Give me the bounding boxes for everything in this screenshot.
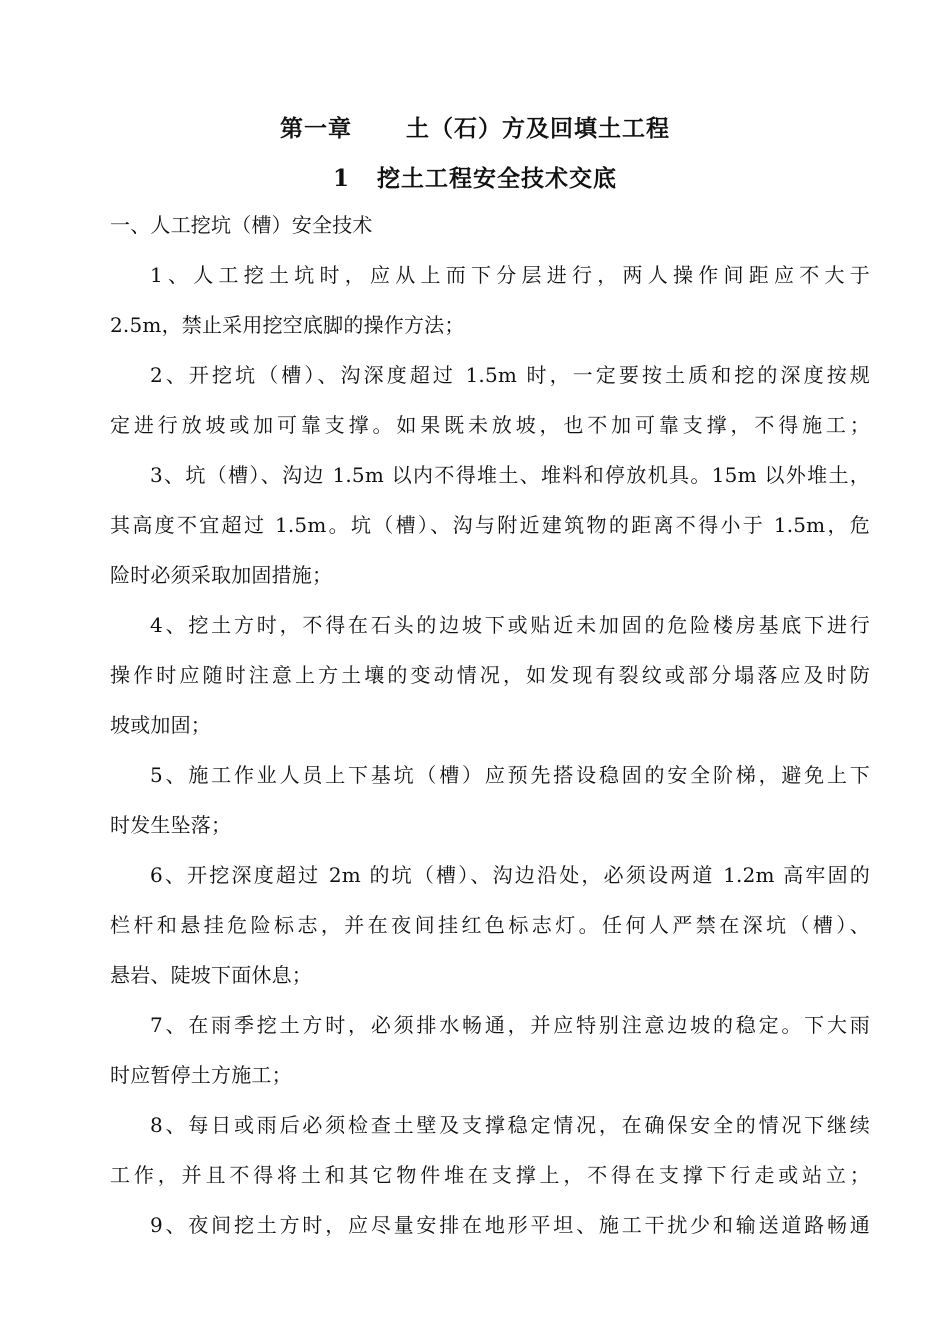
paragraph-line: 工作，并且不得将土和其它物件堆在支撑上，不得在支撑下行走或站立； [110, 1163, 870, 1187]
paragraph-line: 1、人工挖土坑时，应从上而下分层进行，两人操作间距应不大于 [150, 263, 870, 287]
chapter-title: 第一章 土（石）方及回填土工程 [279, 115, 671, 142]
paragraph-line: 2.5m，禁止采用挖空底脚的操作方法； [110, 313, 465, 337]
paragraph-line: 险时必须采取加固措施； [110, 563, 333, 587]
paragraph-line: 时应暂停土方施工； [110, 1063, 292, 1087]
paragraph-line: 定进行放坡或加可靠支撑。如果既未放坡，也不加可靠支撑，不得施工； [110, 413, 870, 437]
paragraph-line: 时发生坠落； [110, 813, 232, 837]
section-title: 1 挖土工程安全技术交底 [332, 165, 618, 192]
paragraph-line: 6、开挖深度超过 2m 的坑（槽）、沟边沿处，必须设两道 1.2m 高牢固的 [150, 863, 870, 887]
paragraph-line: 9、夜间挖土方时，应尽量安排在地形平坦、施工干扰少和输送道路畅通 [150, 1213, 870, 1237]
paragraph-line: 栏杆和悬挂危险标志，并在夜间挂红色标志灯。任何人严禁在深坑（槽）、 [110, 913, 870, 937]
subheading: 一、人工挖坑（槽）安全技术 [110, 213, 373, 237]
paragraph-line: 2、开挖坑（槽）、沟深度超过 1.5m 时，一定要按土质和挖的深度按规 [150, 363, 870, 387]
paragraph-line: 4、挖土方时，不得在石头的边坡下或贴近未加固的危险楼房基底下进行 [150, 613, 870, 637]
paragraph-line: 其高度不宜超过 1.5m。坑（槽）、沟与附近建筑物的距离不得小于 1.5m，危 [110, 513, 870, 537]
paragraph-line: 坡或加固； [110, 713, 211, 737]
paragraph-line: 悬岩、陡坡下面休息； [110, 963, 312, 987]
paragraph-line: 8、每日或雨后必须检查土壁及支撑稳定情况，在确保安全的情况下继续 [150, 1113, 870, 1137]
paragraph-line: 7、在雨季挖土方时，必须排水畅通，并应特别注意边坡的稳定。下大雨 [150, 1013, 870, 1037]
paragraph-line: 5、施工作业人员上下基坑（槽）应预先搭设稳固的安全阶梯，避免上下 [150, 763, 870, 787]
paragraph-line: 操作时应随时注意上方土壤的变动情况，如发现有裂纹或部分塌落应及时防 [110, 663, 870, 687]
paragraph-line: 3、坑（槽）、沟边 1.5m 以内不得堆土、堆料和停放机具。15m 以外堆土， [150, 463, 870, 487]
